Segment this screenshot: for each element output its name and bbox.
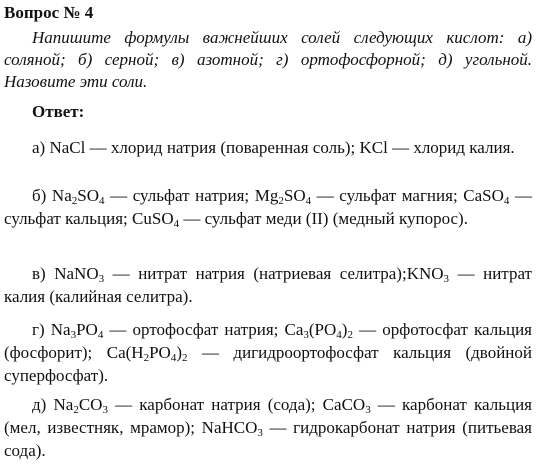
answer-text: SO: [283, 186, 306, 205]
answer-text: SO: [77, 186, 99, 205]
answer-text: — сульфат кальция; CuSO: [4, 186, 532, 228]
formula-subscript: 3: [365, 404, 371, 416]
answer-text: а) NaCl — хлорид натрия (поваренная соль); KCl — хлорид калия.: [32, 138, 515, 157]
formula-subscript: 2: [143, 352, 150, 364]
answer-text: — сульфат меди (II) (медный купорос).: [179, 209, 468, 228]
formula-subscript: 3: [102, 404, 108, 416]
answer-item-b: [4, 184, 532, 230]
answer-item-e: [4, 393, 532, 462]
answer-text: (PO: [308, 320, 337, 339]
formula-subscript: 2: [347, 329, 353, 341]
question-title: Вопрос № 4: [4, 3, 94, 22]
answer-text: CO: [78, 395, 103, 414]
formula-subscript: 2: [181, 352, 188, 364]
answer-title: Ответ:: [32, 102, 85, 121]
formula-subscript: 3: [443, 273, 450, 285]
answer-text: — карбонат натрия (сода); CaCO: [107, 395, 366, 414]
formula-subscript: 4: [170, 352, 177, 364]
formula-subscript: 4: [503, 195, 510, 207]
answer-text: в) NaNO: [32, 264, 99, 283]
answer-text: PO: [76, 320, 98, 339]
formula-subscript: 3: [70, 329, 77, 341]
formula-subscript: 4: [98, 195, 105, 207]
formula-subscript: 4: [336, 329, 342, 341]
answer-item-d: [4, 318, 532, 387]
formula-subscript: 3: [303, 329, 309, 341]
answer-text: — ортофосфат натрия; Ca: [103, 320, 304, 339]
formula-subscript: 4: [305, 195, 312, 207]
formula-subscript: 3: [257, 427, 263, 439]
formula-subscript: 4: [173, 218, 180, 230]
answer-text: ): [176, 343, 182, 362]
answer-text: — сульфат натрия; Mg: [104, 186, 279, 205]
formula-subscript: 2: [278, 195, 284, 207]
answer-text: — сульфат магния; CaSO: [311, 186, 504, 205]
answer-text: — орфотосфат кальция (фосфорит); Ca(H: [4, 320, 532, 362]
answer-text: — нитрат калия (калийная селитра).: [4, 264, 532, 306]
answer-item-c: [4, 262, 532, 308]
answer-text: г) Na: [32, 320, 71, 339]
answer-item-a: [4, 136, 532, 159]
answer-text: — карбонат кальция (мел, известняк, мрамор); NaHCO: [4, 395, 532, 437]
formula-subscript: 2: [73, 404, 79, 416]
answer-text: PO: [149, 343, 171, 362]
answer-text: б) Na: [32, 186, 72, 205]
formula-subscript: 2: [71, 195, 78, 207]
answer-text: — гидрокарбонат натрия (питьевая сода).: [4, 418, 533, 460]
answer-text: — нитрат натрия (натриевая селитра);KNO: [104, 264, 444, 283]
answer-text: — дигидроортофосфат кальция (двойной суперфосфат).: [4, 343, 532, 385]
question-text: Напишите формулы важнейших солей следующих кислот: а) соляной; б) серной; в) азотной; г) ортофосфорной; д) угольной. Назовите эти соли.: [4, 28, 532, 91]
answer-text: ): [341, 320, 348, 339]
answer-text: д) Na: [32, 395, 74, 414]
formula-subscript: 3: [98, 273, 105, 285]
formula-subscript: 4: [97, 329, 104, 341]
